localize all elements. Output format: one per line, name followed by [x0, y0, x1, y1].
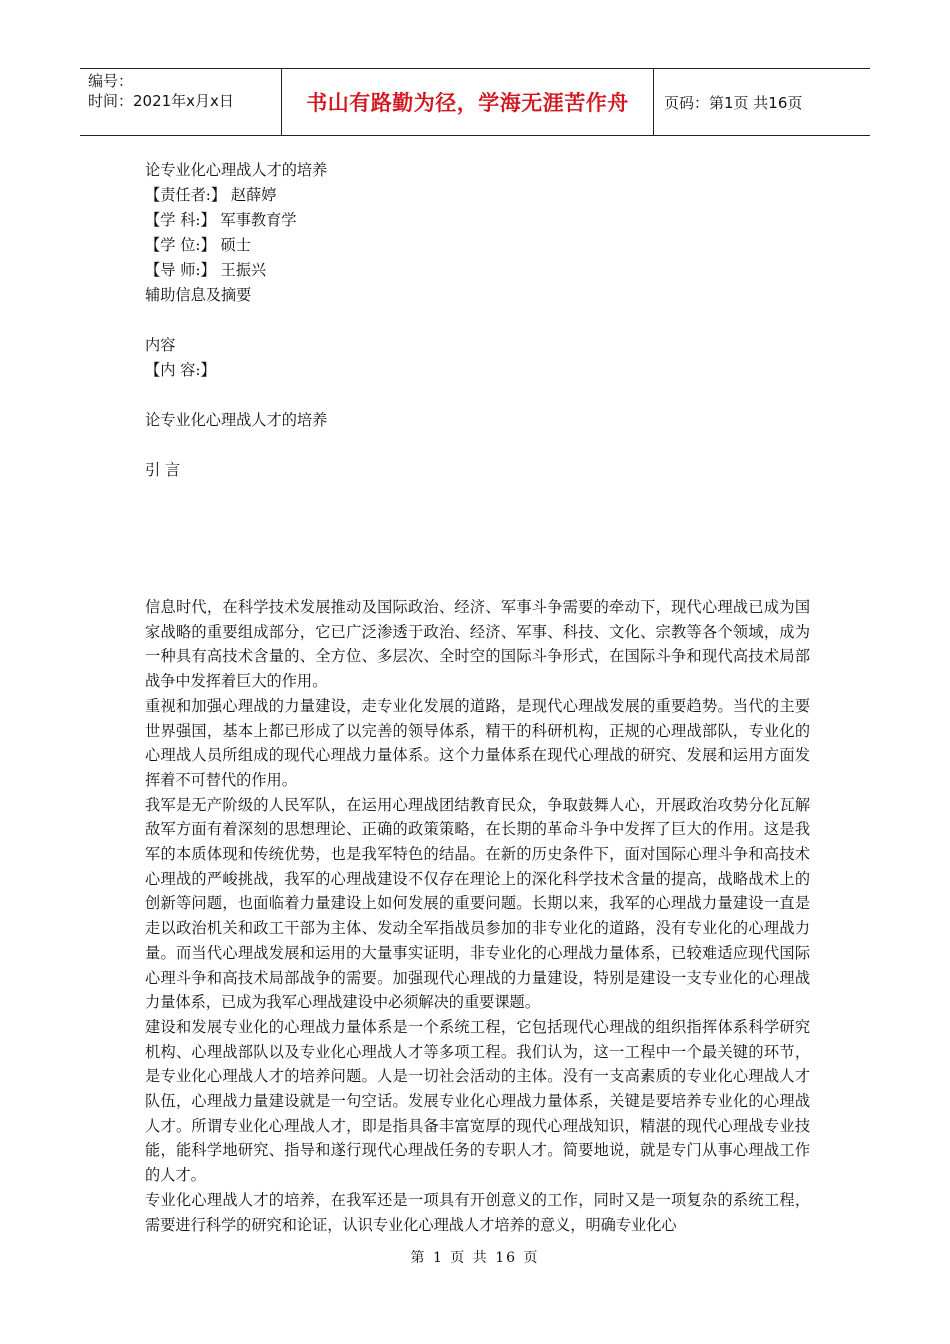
header-page-cell	[654, 69, 870, 135]
page-header	[80, 68, 870, 136]
paragraph: 重视和加强心理战的力量建设，走专业化发展的道路，是现代心理战发展的重要趋势。当代的主要世界强国，基本上都已形成了以完善的领导体系，精干的科研机构，正规的心理战部队，专业化的心理战人员所组成的现代心理战力量体系。这个力量体系在现代心理战的研究、发展和运用方面发挥着不可替代的作用。	[145, 696, 810, 789]
section-title: 论专业化心理战人才的培养	[145, 411, 328, 429]
header-motto: 书山有路勤为径，学海无涯苦作舟	[306, 91, 629, 115]
header-motto-cell	[282, 69, 654, 135]
degree-line: 【学 位:】 硕士	[145, 236, 251, 254]
paragraph: 我军是无产阶级的人民军队，在运用心理战团结教育民众，争取鼓舞人心，开展政治攻势分化瓦解敌军方面有着深刻的思想理论、正确的政策策略，在长期的革命斗争中发挥了巨大的作用。这是我军的本质体现和传统优势，也是我军特色的结晶。在新的历史条件下，面对国际心理斗争和高技术心理战的严峻挑战，我军的心理战建设不仅存在理论上的深化科学技术含量的提高，战略战术上的创新等问题，也面临着力量建设上如何发展的重要问题。长期以来，我军的心理战力量建设一直是走以政治机关和政工干部为主体、发动全军指战员参加的非专业化的道路，没有专业化的心理战力量。而当代心理战发展和运用的大量事实证明，非专业化的心理战力量体系，已较难适应现代国际心理斗争和高技术局部战争的需要。加强现代心理战的力量建设，特别是建设一支专业化的心理战力量体系，已成为我军心理战建设中必须解决的重要课题。	[145, 795, 810, 1012]
advisor-line: 【导 师:】 王振兴	[145, 261, 267, 279]
document-date: 时间：2021年x月x日	[88, 92, 234, 110]
header-left-cell	[80, 69, 282, 135]
document-title: 论专业化心理战人才的培养	[145, 161, 328, 179]
aux-info-line: 辅助信息及摘要	[145, 286, 252, 304]
author-line: 【责任者:】 赵薛婷	[145, 186, 277, 204]
intro-heading: 引 言	[145, 461, 181, 479]
header-page-info: 页码：第1页 共16页	[664, 93, 803, 112]
subject-line: 【学 科:】 军事教育学	[145, 211, 297, 229]
document-number-label: 编号：	[88, 72, 134, 90]
paragraph: 专业化心理战人才的培养，在我军还是一项具有开创意义的工作，同时又是一项复杂的系统工程，需要进行科学的研究和论证，认识专业化心理战人才培养的意义，明确专业化心	[145, 1190, 810, 1234]
paragraph: 信息时代，在科学技术发展推动及国际政治、经济、军事斗争需要的牵动下，现代心理战已成为国家战略的重要组成部分，它已广泛渗透于政治、经济、军事、科技、文化、宗教等各个领域，成为一种具有高技术含量的、全方位、多层次、全时空的国际斗争形式，在国际斗争和现代高技术局部战争中发挥着巨大的作用。	[145, 598, 810, 691]
paragraph: 建设和发展专业化的心理战力量体系是一个系统工程，它包括现代心理战的组织指挥体系科学研究机构、心理战部队以及专业化心理战人才等多项工程。我们认为，这一工程中一个最关键的环节，是专业化心理战人才的培养问题。人是一切社会活动的主体。没有一支高素质的专业化心理战人才队伍，心理战力量建设就是一句空话。发展专业化心理战力量体系，关键是要培养专业化的心理战人才。所谓专业化心理战人才，即是指具备丰富宽厚的现代心理战知识，精湛的现代心理战专业技能，能科学地研究、指导和遂行现代心理战任务的专职人才。简要地说，就是专门从事心理战工作的人才。	[145, 1017, 810, 1185]
content-label: 内容	[145, 336, 176, 354]
content-tag: 【内 容:】	[145, 361, 216, 379]
document-body	[145, 158, 810, 1237]
page-footer: 第 1 页 共 16 页	[410, 1250, 540, 1266]
